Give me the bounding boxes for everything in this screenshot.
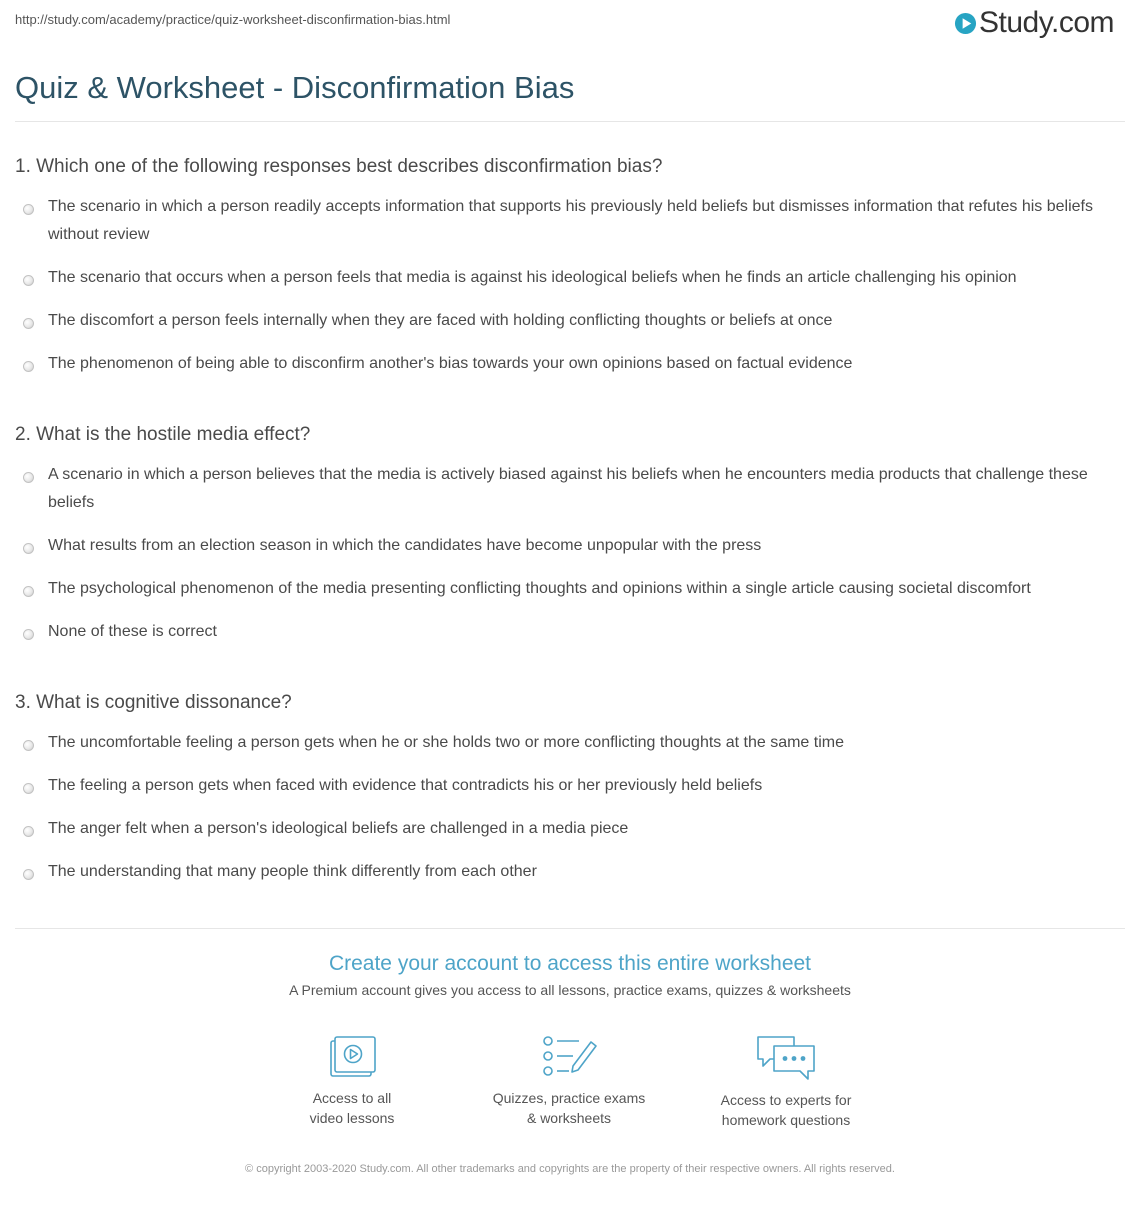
radio-button-icon[interactable]	[23, 826, 34, 837]
answer-option-text: The scenario that occurs when a person feels that media is against his ideological beliefs when he finds an article challenging his opinion	[48, 269, 1017, 286]
radio-button-icon[interactable]	[23, 361, 34, 372]
answer-option-text: A scenario in which a person believes that the media is actively biased against his beliefs when he encounters media products that challenge these beliefs	[48, 466, 1088, 511]
radio-button-icon[interactable]	[23, 869, 34, 880]
answer-option-text: The anger felt when a person's ideological beliefs are challenged in a media piece	[48, 820, 629, 837]
answer-option-text: The phenomenon of being able to disconfirm another's bias towards your own opinions based on factual evidence	[48, 355, 853, 372]
answer-option-text: The discomfort a person feels internally when they are faced with holding conflicting thoughts or beliefs at once	[48, 312, 833, 329]
feature-video-lessons	[252, 1033, 452, 1128]
checklist-icon	[539, 1033, 599, 1081]
answer-option[interactable]	[15, 623, 1125, 646]
question-1	[15, 155, 1125, 378]
question-text: 2. What is the hostile media effect?	[15, 424, 311, 445]
radio-button-icon[interactable]	[23, 204, 34, 215]
radio-button-icon[interactable]	[23, 543, 34, 554]
study-logo[interactable]	[954, 6, 1114, 40]
logo-text: Study.com	[979, 6, 1114, 39]
radio-button-icon[interactable]	[23, 586, 34, 597]
feature-label: Quizzes, practice exams & worksheets	[492, 1090, 646, 1126]
copyright-text: © copyright 2003-2020 Study.com. All other trademarks and copyrights are the property of their respective owners. All rights reserved.	[245, 1163, 895, 1175]
premium-description: A Premium account gives you access to all lessons, practice exams, quizzes & worksheets	[289, 982, 851, 998]
page-title: Quiz & Worksheet - Disconfirmation Bias	[15, 70, 575, 105]
feature-experts	[686, 1033, 886, 1130]
answer-option-text: None of these is correct	[48, 623, 217, 640]
answer-option-text: The uncomfortable feeling a person gets when he or she holds two or more conflicting thoughts at the same time	[48, 734, 844, 751]
feature-label: Access to experts for homework questions	[720, 1092, 852, 1128]
question-3	[15, 691, 1125, 886]
radio-button-icon[interactable]	[23, 472, 34, 483]
create-account-link[interactable]: Create your account to access this entire worksheet	[328, 952, 812, 975]
question-2	[15, 423, 1125, 646]
answer-option-text: The scenario in which a person readily accepts information that supports his previously held beliefs but dismisses information that refutes his beliefs without review	[48, 198, 1093, 243]
answer-option-text: What results from an election season in which the candidates have become unpopular with the press	[48, 537, 762, 554]
feature-quizzes	[469, 1033, 669, 1128]
play-circle-icon	[954, 12, 977, 35]
page-url: http://study.com/academy/practice/quiz-worksheet-disconfirmation-bias.html	[15, 12, 451, 27]
answer-option[interactable]	[15, 198, 1125, 249]
title-divider	[15, 121, 1125, 122]
chat-bubbles-icon	[754, 1033, 818, 1083]
answer-option[interactable]	[15, 820, 1125, 843]
radio-button-icon[interactable]	[23, 783, 34, 794]
cta-divider	[15, 928, 1125, 929]
question-text: 1. Which one of the following responses best describes disconfirmation bias?	[15, 156, 663, 177]
answer-option[interactable]	[15, 777, 1125, 800]
answer-option[interactable]	[15, 537, 1125, 560]
answer-option-text: The understanding that many people think differently from each other	[48, 863, 537, 880]
answer-option[interactable]	[15, 580, 1125, 603]
answer-option[interactable]	[15, 312, 1125, 335]
radio-button-icon[interactable]	[23, 318, 34, 329]
feature-label: Access to all video lessons	[309, 1090, 395, 1126]
answer-option-text: The feeling a person gets when faced with evidence that contradicts his or her previously held beliefs	[48, 777, 763, 794]
answer-option[interactable]	[15, 466, 1125, 517]
video-lessons-icon	[326, 1033, 378, 1081]
answer-option[interactable]	[15, 269, 1125, 292]
question-text: 3. What is cognitive dissonance?	[15, 692, 292, 713]
radio-button-icon[interactable]	[23, 275, 34, 286]
answer-option-text: The psychological phenomenon of the media presenting conflicting thoughts and opinions within a single article causing societal discomfort	[48, 580, 1031, 597]
answer-option[interactable]	[15, 734, 1125, 757]
radio-button-icon[interactable]	[23, 740, 34, 751]
answer-option[interactable]	[15, 863, 1125, 886]
radio-button-icon[interactable]	[23, 629, 34, 640]
answer-option[interactable]	[15, 355, 1125, 378]
